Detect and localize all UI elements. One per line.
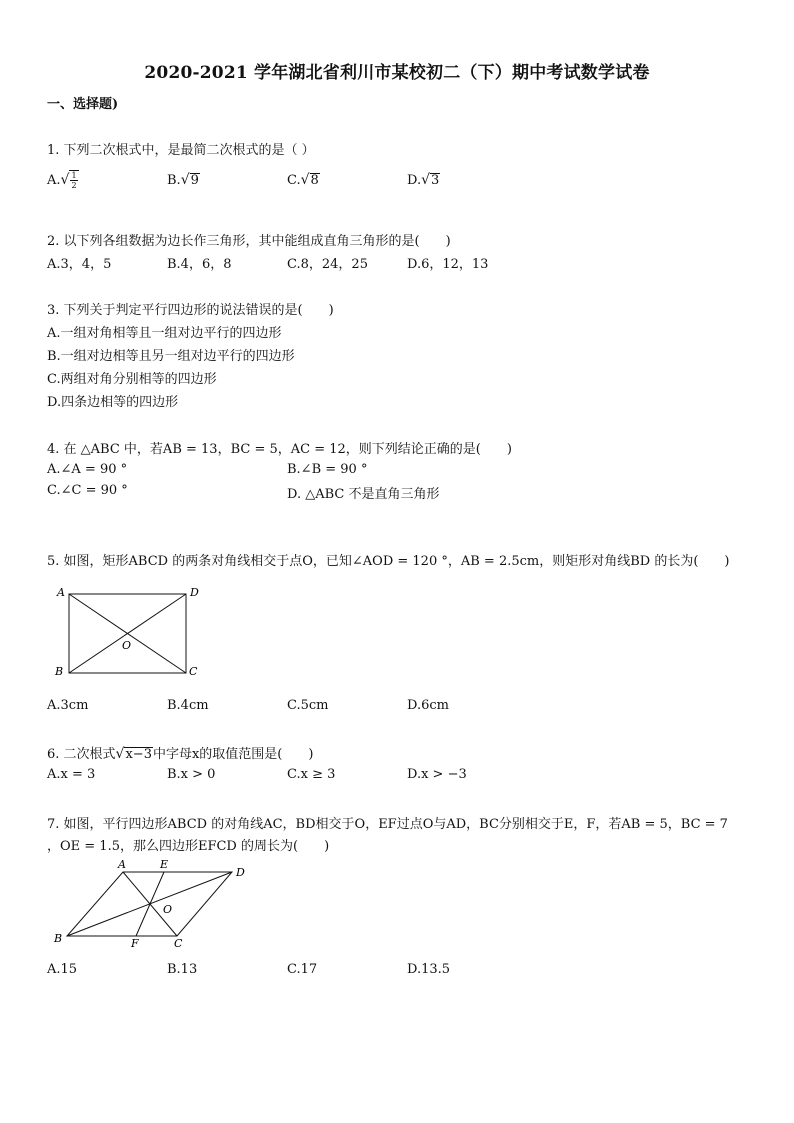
label-o: O xyxy=(163,903,173,916)
question-2-stem: 2. 以下列各组数据为边长作三角形，其中能组成直角三角形的是( ) xyxy=(47,234,451,249)
label-b: B xyxy=(55,665,64,678)
section-heading: 一、选择题) xyxy=(47,97,119,112)
question-4-stem: 4. 在 △ABC 中，若AB = 13，BC = 5，AC = 12，则下列结论正确的是( ) xyxy=(47,442,512,457)
q5-option-d[interactable]: D.6cm xyxy=(407,698,449,713)
parallelogram-diagram xyxy=(50,856,260,951)
q1-option-b[interactable] xyxy=(167,172,200,188)
q6-option-c[interactable]: C.x ≥ 3 xyxy=(287,767,336,782)
question-6-stem xyxy=(47,743,313,762)
q1-option-c-radicand: 8 xyxy=(310,173,319,188)
fraction-denominator: 2 xyxy=(71,181,77,190)
label-c: C xyxy=(174,937,183,950)
question-1-stem: 1. 下列二次根式中，是最简二次根式的是（ ） xyxy=(47,143,315,158)
q6-stem-prefix: 6. 二次根式 xyxy=(47,747,116,762)
q2-option-d[interactable]: D.6，12，13 xyxy=(407,257,489,272)
q1-option-c[interactable] xyxy=(287,172,320,188)
label-e: E xyxy=(160,858,169,871)
q4-option-b[interactable]: B.∠B = 90 ° xyxy=(287,462,368,477)
label-a: A xyxy=(57,586,65,599)
label-f: F xyxy=(131,937,139,950)
label-b: B xyxy=(54,932,63,945)
question-7-stem-line1: 7. 如图，平行四边形ABCD 的对角线AC，BD相交于O，EF过点O与AD，BC分别相交于E，F，若AB = 5，BC = 7 xyxy=(47,817,728,832)
q1-option-d[interactable] xyxy=(407,172,440,188)
q6-option-d[interactable]: D.x > −3 xyxy=(407,767,467,782)
q6-radicand: x−3 xyxy=(125,747,152,762)
q7-option-d[interactable]: D.13.5 xyxy=(407,962,451,977)
q7-option-a[interactable]: A.15 xyxy=(47,962,78,977)
q7-option-b[interactable]: B.13 xyxy=(167,962,198,977)
q1-option-d-prefix: D. xyxy=(407,173,422,188)
fraction-numerator: 1 xyxy=(71,171,77,180)
q1-option-b-radicand: 9 xyxy=(190,173,199,188)
q6-stem-suffix: 中字母x的取值范围是( ) xyxy=(152,747,314,762)
q4-option-c[interactable]: C.∠C = 90 ° xyxy=(47,483,128,498)
sqrt-symbol: √ xyxy=(180,172,190,188)
q6-option-a[interactable]: A.x = 3 xyxy=(47,767,96,782)
rectangle-diagram xyxy=(50,582,210,682)
page-title: 2020-2021 学年湖北省利川市某校初二（下）期中考试数学试卷 xyxy=(144,63,650,83)
label-d: D xyxy=(236,866,245,879)
q3-option-b[interactable]: B.一组对边相等且另一组对边平行的四边形 xyxy=(47,349,295,364)
q3-option-a[interactable]: A.一组对角相等且一组对边平行的四边形 xyxy=(47,326,282,341)
label-o: O xyxy=(122,639,132,652)
question-5-stem: 5. 如图，矩形ABCD 的两条对角线相交于点O，已知∠AOD = 120 °，AB = 2.5cm，则矩形对角线BD 的长为( ) xyxy=(47,554,730,569)
q3-option-d[interactable]: D.四条边相等的四边形 xyxy=(47,395,179,410)
q2-option-c[interactable]: C.8，24，25 xyxy=(287,257,368,272)
sqrt-symbol: √ xyxy=(300,172,310,188)
q3-option-c[interactable]: C.两组对角分别相等的四边形 xyxy=(47,372,217,387)
sqrt-symbol: √ xyxy=(421,172,431,188)
q5-option-c[interactable]: C.5cm xyxy=(287,698,329,713)
q5-option-a[interactable]: A.3cm xyxy=(47,698,89,713)
label-a: A xyxy=(118,858,126,871)
q1-option-a[interactable] xyxy=(47,170,79,190)
q2-option-a[interactable]: A.3，4，5 xyxy=(47,257,112,272)
q1-option-a-prefix: A. xyxy=(47,173,61,188)
sqrt-symbol: √ xyxy=(115,746,125,762)
sqrt-symbol: √ $\frac{1}{2}$ xyxy=(60,171,77,190)
question-7-stem-line2: ，OE = 1.5，那么四边形EFCD 的周长为( ) xyxy=(47,839,330,854)
question-3-stem: 3. 下列关于判定平行四边形的说法错误的是( ) xyxy=(47,303,334,318)
segment-ef xyxy=(136,872,164,936)
q4-option-a[interactable]: A.∠A = 90 ° xyxy=(47,462,128,477)
q1-option-b-prefix: B. xyxy=(167,173,181,188)
q6-option-b[interactable]: B.x > 0 xyxy=(167,767,216,782)
q4-option-d[interactable]: D. △ABC 不是直角三角形 xyxy=(287,487,440,502)
q2-option-b[interactable]: B.4，6，8 xyxy=(167,257,232,272)
q1-option-c-prefix: C. xyxy=(287,173,301,188)
q5-option-b[interactable]: B.4cm xyxy=(167,698,209,713)
label-d: D xyxy=(190,586,199,599)
q7-option-c[interactable]: C.17 xyxy=(287,962,318,977)
q1-option-d-radicand: 3 xyxy=(431,173,440,188)
label-c: C xyxy=(189,665,198,678)
